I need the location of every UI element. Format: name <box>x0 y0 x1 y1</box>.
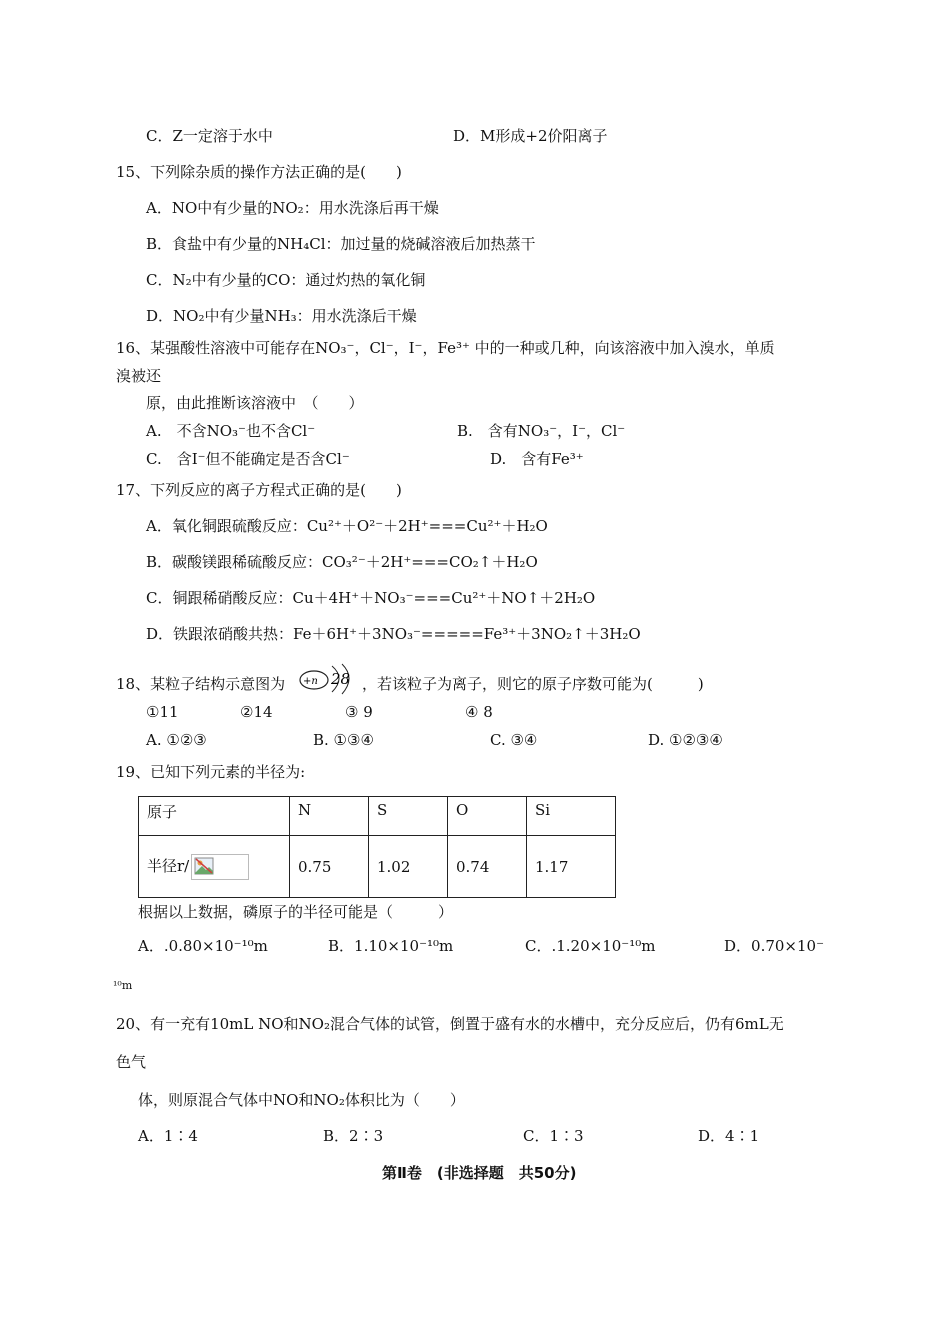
q18-option-c: C. ③④ <box>490 731 538 749</box>
shell-electrons-label: 28 <box>331 670 351 688</box>
q18-option-a: A. ①②③ <box>146 731 207 749</box>
q16-stem-line2: 溴被还 <box>116 367 162 385</box>
table-header-cell: Si <box>527 797 616 836</box>
q19-stem: 19、已知下列元素的半径为: <box>116 763 306 781</box>
table-header-cell: S <box>369 797 448 836</box>
q16-stem-line1: 16、某强酸性溶液中可能存在NO₃⁻，Cl⁻，I⁻，Fe³⁺ 中的一种或几种，向该溶液中加入溴水，单质 <box>116 339 775 357</box>
section-title: 第Ⅱ卷 (非选择题 共50分) <box>382 1164 577 1182</box>
q14-option-d: D．M形成+2价阳离子 <box>453 127 608 145</box>
q15-option-a: A．NO中有少量的NO₂：用水洗涤后再干燥 <box>146 199 439 217</box>
q19-option-d: D．0.70×10⁻ <box>724 937 824 955</box>
q16-option-b: B. 含有NO₃⁻，I⁻，Cl⁻ <box>457 422 626 440</box>
table-header-cell: O <box>448 797 527 836</box>
table-cell: 1.17 <box>527 836 616 898</box>
q18-choice-1: ①11 <box>146 703 179 721</box>
q20-option-a: A．1∶4 <box>138 1127 198 1145</box>
q15-option-b: B．食盐中有少量的NH₄Cl：加过量的烧碱溶液后加热蒸干 <box>146 235 536 253</box>
table-row-label-cell <box>139 836 290 898</box>
table-cell: 0.74 <box>448 836 527 898</box>
broken-image-icon <box>191 854 249 880</box>
table-row <box>139 836 616 898</box>
q20-option-d: D．4∶1 <box>698 1127 760 1145</box>
q16-option-c: C. 含I⁻但不能确定是否含Cl⁻ <box>146 450 350 468</box>
q19-option-d-wrap: ¹⁰m <box>113 979 133 992</box>
nucleus-label: +n <box>303 676 318 687</box>
q18-stem-pre: 18、某粒子结构示意图为 <box>116 675 286 693</box>
q20-stem-line3: 体，则原混合气体中NO和NO₂体积比为（ ） <box>138 1091 465 1109</box>
q20-stem-line2: 色气 <box>116 1053 147 1071</box>
q16-option-d: D. 含有Fe³⁺ <box>490 450 584 468</box>
q17-option-b: B．碳酸镁跟稀硫酸反应：CO₃²⁻＋2H⁺===CO₂↑＋H₂O <box>146 553 538 571</box>
q20-option-b: B．2∶3 <box>323 1127 384 1145</box>
q16-option-a: A. 不含NO₃⁻也不含Cl⁻ <box>146 422 316 440</box>
q20-option-c: C．1∶3 <box>523 1127 584 1145</box>
q19-option-a: A．.0.80×10⁻¹⁰m <box>138 937 268 955</box>
q18-stem-post: ，若该粒子为离子，则它的原子序数可能为( ) <box>362 675 704 693</box>
q16-stem-line3: 原，由此推断该溶液中 （ ） <box>146 394 364 412</box>
q17-option-d: D．铁跟浓硝酸共热：Fe＋6H⁺＋3NO₃⁻=====Fe³⁺＋3NO₂↑＋3H₂O <box>146 625 641 643</box>
q15-stem: 15、下列除杂质的操作方法正确的是( ) <box>116 163 402 181</box>
q18-option-b: B. ①③④ <box>313 731 374 749</box>
q17-option-a: A．氧化铜跟硫酸反应：Cu²⁺＋O²⁻＋2H⁺===Cu²⁺＋H₂O <box>146 517 548 535</box>
table-header-cell: 原子 <box>139 797 290 836</box>
table-header-row <box>139 797 616 836</box>
table-header-cell: N <box>290 797 369 836</box>
q17-stem: 17、下列反应的离子方程式正确的是( ) <box>116 481 402 499</box>
q19-option-b: B．1.10×10⁻¹⁰m <box>328 937 454 955</box>
q20-stem-line1: 20、有一充有10mL NO和NO₂混合气体的试管，倒置于盛有水的水槽中，充分反应后，仍有6mL无 <box>116 1015 784 1033</box>
q17-option-c: C．铜跟稀硝酸反应：Cu＋4H⁺＋NO₃⁻===Cu²⁺＋NO↑＋2H₂O <box>146 589 596 607</box>
radius-table <box>138 796 616 898</box>
q15-option-d: D．NO₂中有少量NH₃：用水洗涤后干燥 <box>146 307 417 325</box>
q19-option-c: C．.1.20×10⁻¹⁰m <box>525 937 656 955</box>
q19-question: 根据以上数据，磷原子的半径可能是（ ） <box>138 903 454 921</box>
table-cell: 1.02 <box>369 836 448 898</box>
table-cell: 0.75 <box>290 836 369 898</box>
q14-option-c: C．Z一定溶于水中 <box>146 127 273 145</box>
q18-choice-2: ②14 <box>240 703 273 721</box>
atom-structure-diagram <box>298 658 362 698</box>
q18-choice-4: ④ 8 <box>465 703 493 721</box>
radius-label: 半径r/ <box>147 856 190 875</box>
q15-option-c: C．N₂中有少量的CO：通过灼热的氧化铜 <box>146 271 426 289</box>
q18-choice-3: ③ 9 <box>345 703 373 721</box>
q18-option-d: D. ①②③④ <box>648 731 723 749</box>
